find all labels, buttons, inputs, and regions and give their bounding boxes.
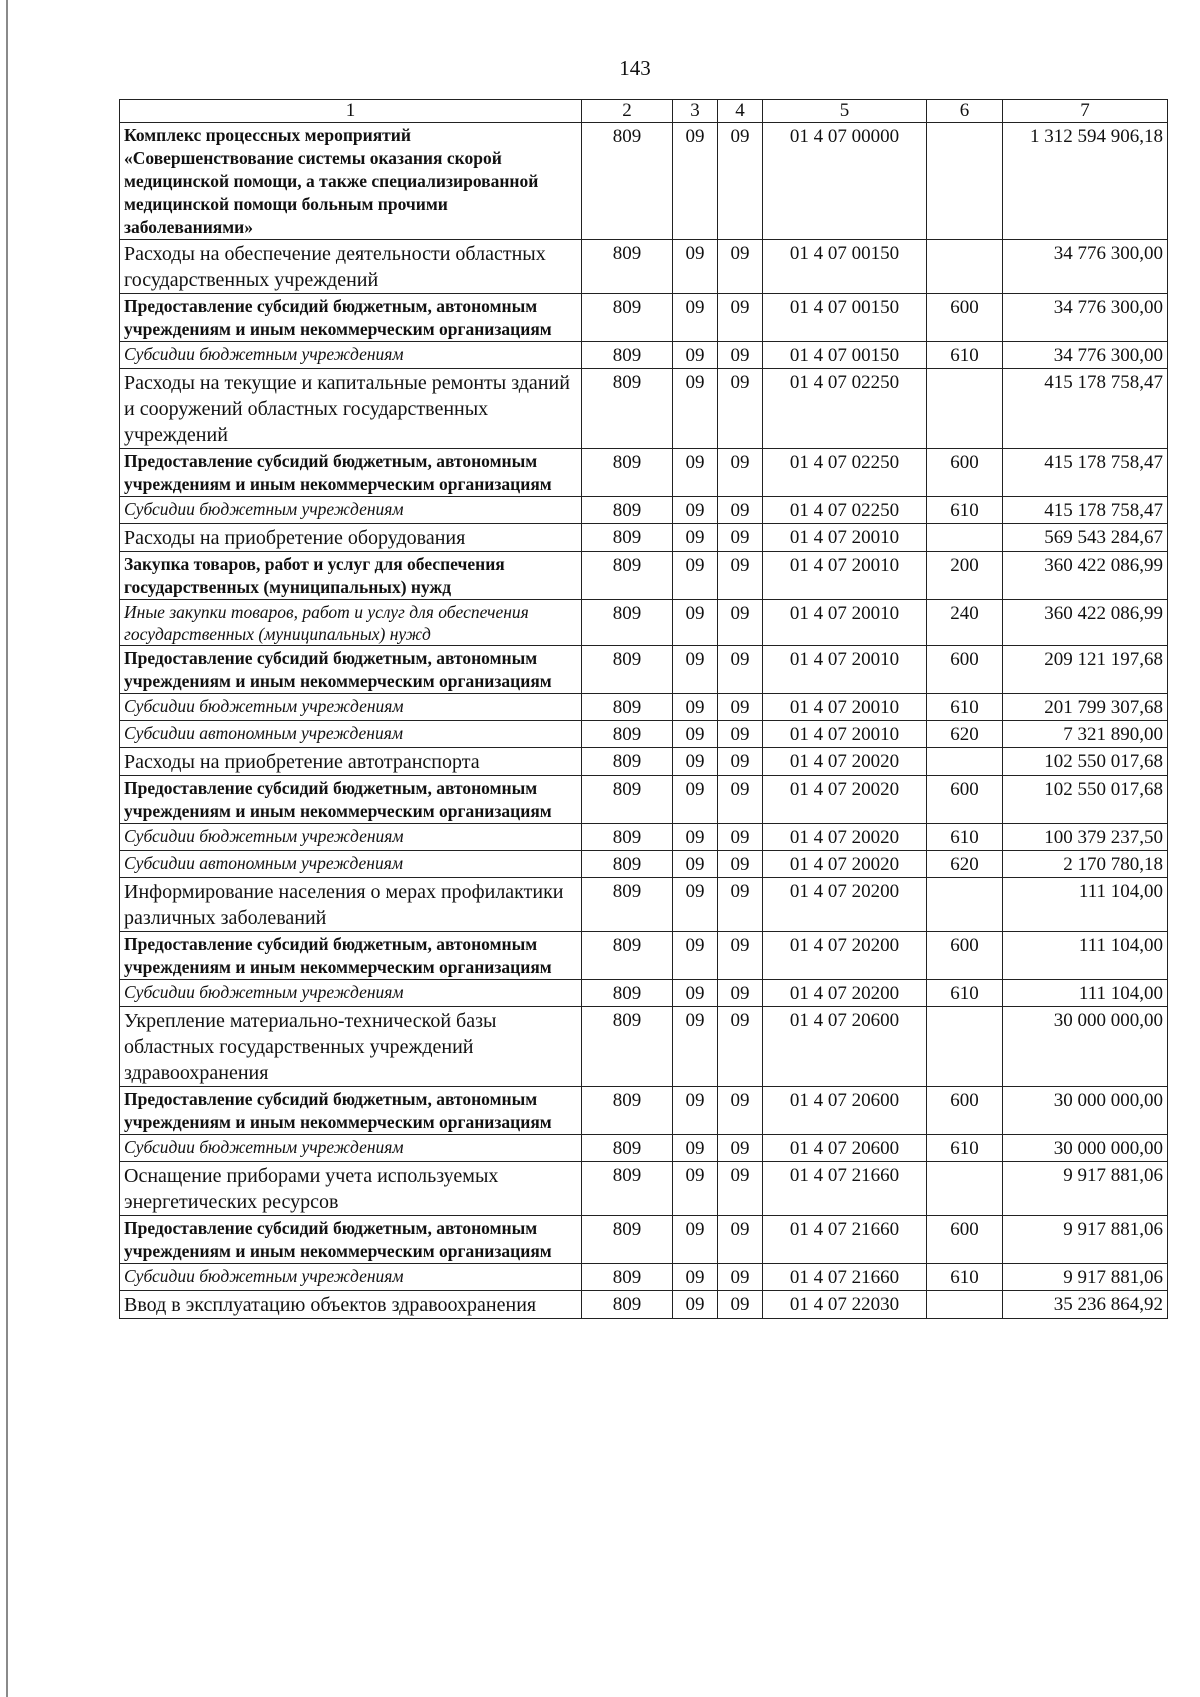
table-row: [120, 980, 1168, 1007]
section-code-cell: 09: [673, 123, 718, 240]
table-row: [120, 1291, 1168, 1319]
target-article-cell: 01 4 07 00000: [763, 123, 927, 240]
amount-cell: 201 799 307,68: [1003, 694, 1168, 721]
column-header: 6: [927, 100, 1003, 123]
table-row: [120, 1087, 1168, 1135]
target-article-cell: 01 4 07 20010: [763, 524, 927, 552]
budget-table-body: [120, 100, 1168, 1319]
amount-cell: 34 776 300,00: [1003, 342, 1168, 369]
table-row: [120, 449, 1168, 497]
table-row: [120, 524, 1168, 552]
row-name-cell: Субсидии бюджетным учреждениям: [120, 1264, 582, 1291]
expense-type-cell: 600: [927, 646, 1003, 694]
table-row: [120, 552, 1168, 600]
subsection-code-cell: 09: [718, 294, 763, 342]
target-article-cell: 01 4 07 00150: [763, 342, 927, 369]
amount-cell: 2 170 780,18: [1003, 851, 1168, 878]
row-name-cell: Субсидии бюджетным учреждениям: [120, 1135, 582, 1162]
row-name-cell: Иные закупки товаров, работ и услуг для обеспечения государственных (муниципальных) нужд: [120, 600, 582, 646]
section-code-cell: 09: [673, 776, 718, 824]
subsection-code-cell: 09: [718, 980, 763, 1007]
amount-cell: 9 917 881,06: [1003, 1162, 1168, 1216]
table-row: [120, 497, 1168, 524]
section-code-cell: 09: [673, 1007, 718, 1087]
amount-cell: 415 178 758,47: [1003, 449, 1168, 497]
column-header: 5: [763, 100, 927, 123]
expense-type-cell: [927, 1291, 1003, 1319]
section-code-cell: 09: [673, 497, 718, 524]
amount-cell: 100 379 237,50: [1003, 824, 1168, 851]
row-name-cell: Оснащение приборами учета используемых энергетических ресурсов: [120, 1162, 582, 1216]
expense-type-cell: 620: [927, 851, 1003, 878]
amount-cell: 360 422 086,99: [1003, 600, 1168, 646]
subsection-code-cell: 09: [718, 449, 763, 497]
row-name-cell: Предоставление субсидий бюджетным, автономным учреждениям и иным некоммерческим организациям: [120, 294, 582, 342]
expense-type-cell: 600: [927, 1087, 1003, 1135]
expense-type-cell: [927, 123, 1003, 240]
section-code-cell: 09: [673, 748, 718, 776]
target-article-cell: 01 4 07 02250: [763, 497, 927, 524]
amount-cell: 30 000 000,00: [1003, 1135, 1168, 1162]
subsection-code-cell: 09: [718, 932, 763, 980]
subsection-code-cell: 09: [718, 342, 763, 369]
budget-table: [119, 99, 1168, 1319]
amount-cell: 30 000 000,00: [1003, 1007, 1168, 1087]
target-article-cell: 01 4 07 21660: [763, 1216, 927, 1264]
column-header: 1: [120, 100, 582, 123]
table-row: [120, 1007, 1168, 1087]
column-header: 3: [673, 100, 718, 123]
table-row: [120, 600, 1168, 646]
amount-cell: 415 178 758,47: [1003, 497, 1168, 524]
ministry-code-cell: 809: [582, 342, 673, 369]
expense-type-cell: 600: [927, 1216, 1003, 1264]
row-name-cell: Субсидии бюджетным учреждениям: [120, 694, 582, 721]
target-article-cell: 01 4 07 20600: [763, 1135, 927, 1162]
section-code-cell: 09: [673, 1087, 718, 1135]
amount-cell: 30 000 000,00: [1003, 1087, 1168, 1135]
column-header: 7: [1003, 100, 1168, 123]
section-code-cell: 09: [673, 1264, 718, 1291]
subsection-code-cell: 09: [718, 1291, 763, 1319]
table-row: [120, 851, 1168, 878]
table-row: [120, 1264, 1168, 1291]
row-name-cell: Расходы на текущие и капитальные ремонты зданий и сооружений областных государственных учреждений: [120, 369, 582, 449]
section-code-cell: 09: [673, 600, 718, 646]
ministry-code-cell: 809: [582, 851, 673, 878]
subsection-code-cell: 09: [718, 1007, 763, 1087]
subsection-code-cell: 09: [718, 878, 763, 932]
column-header: 4: [718, 100, 763, 123]
ministry-code-cell: 809: [582, 824, 673, 851]
subsection-code-cell: 09: [718, 1264, 763, 1291]
subsection-code-cell: 09: [718, 497, 763, 524]
expense-type-cell: 610: [927, 694, 1003, 721]
expense-type-cell: 610: [927, 824, 1003, 851]
subsection-code-cell: 09: [718, 851, 763, 878]
amount-cell: 34 776 300,00: [1003, 240, 1168, 294]
expense-type-cell: 610: [927, 497, 1003, 524]
target-article-cell: 01 4 07 20010: [763, 552, 927, 600]
ministry-code-cell: 809: [582, 932, 673, 980]
amount-cell: 569 543 284,67: [1003, 524, 1168, 552]
section-code-cell: 09: [673, 369, 718, 449]
expense-type-cell: [927, 878, 1003, 932]
ministry-code-cell: 809: [582, 1216, 673, 1264]
expense-type-cell: 610: [927, 1135, 1003, 1162]
expense-type-cell: 610: [927, 980, 1003, 1007]
row-name-cell: Расходы на обеспечение деятельности областных государственных учреждений: [120, 240, 582, 294]
ministry-code-cell: 809: [582, 552, 673, 600]
ministry-code-cell: 809: [582, 776, 673, 824]
ministry-code-cell: 809: [582, 646, 673, 694]
expense-type-cell: 600: [927, 776, 1003, 824]
section-code-cell: 09: [673, 851, 718, 878]
target-article-cell: 01 4 07 02250: [763, 369, 927, 449]
target-article-cell: 01 4 07 20200: [763, 980, 927, 1007]
subsection-code-cell: 09: [718, 694, 763, 721]
row-name-cell: Субсидии бюджетным учреждениям: [120, 980, 582, 1007]
amount-cell: 102 550 017,68: [1003, 776, 1168, 824]
table-row: [120, 240, 1168, 294]
expense-type-cell: [927, 524, 1003, 552]
target-article-cell: 01 4 07 20010: [763, 600, 927, 646]
ministry-code-cell: 809: [582, 294, 673, 342]
amount-cell: 7 321 890,00: [1003, 721, 1168, 748]
amount-cell: 9 917 881,06: [1003, 1216, 1168, 1264]
section-code-cell: 09: [673, 721, 718, 748]
table-row: [120, 123, 1168, 240]
target-article-cell: 01 4 07 20600: [763, 1007, 927, 1087]
target-article-cell: 01 4 07 22030: [763, 1291, 927, 1319]
table-row: [120, 1216, 1168, 1264]
section-code-cell: 09: [673, 646, 718, 694]
subsection-code-cell: 09: [718, 646, 763, 694]
amount-cell: 9 917 881,06: [1003, 1264, 1168, 1291]
target-article-cell: 01 4 07 20010: [763, 694, 927, 721]
row-name-cell: Предоставление субсидий бюджетным, автономным учреждениям и иным некоммерческим организациям: [120, 449, 582, 497]
table-row: [120, 1135, 1168, 1162]
amount-cell: 34 776 300,00: [1003, 294, 1168, 342]
ministry-code-cell: 809: [582, 1087, 673, 1135]
expense-type-cell: [927, 748, 1003, 776]
subsection-code-cell: 09: [718, 1162, 763, 1216]
ministry-code-cell: 809: [582, 878, 673, 932]
target-article-cell: 01 4 07 00150: [763, 294, 927, 342]
subsection-code-cell: 09: [718, 748, 763, 776]
ministry-code-cell: 809: [582, 449, 673, 497]
amount-cell: 111 104,00: [1003, 878, 1168, 932]
target-article-cell: 01 4 07 02250: [763, 449, 927, 497]
section-code-cell: 09: [673, 240, 718, 294]
ministry-code-cell: 809: [582, 524, 673, 552]
expense-type-cell: 610: [927, 1264, 1003, 1291]
subsection-code-cell: 09: [718, 369, 763, 449]
section-code-cell: 09: [673, 342, 718, 369]
section-code-cell: 09: [673, 932, 718, 980]
table-header-row: [120, 100, 1168, 123]
amount-cell: 209 121 197,68: [1003, 646, 1168, 694]
table-row: [120, 721, 1168, 748]
target-article-cell: 01 4 07 20020: [763, 824, 927, 851]
target-article-cell: 01 4 07 20600: [763, 1087, 927, 1135]
row-name-cell: Субсидии автономным учреждениям: [120, 721, 582, 748]
row-name-cell: Укрепление материально-технической базы областных государственных учреждений здравоохранения: [120, 1007, 582, 1087]
target-article-cell: 01 4 07 20200: [763, 878, 927, 932]
expense-type-cell: 200: [927, 552, 1003, 600]
row-name-cell: Предоставление субсидий бюджетным, автономным учреждениям и иным некоммерческим организациям: [120, 1216, 582, 1264]
expense-type-cell: 620: [927, 721, 1003, 748]
ministry-code-cell: 809: [582, 721, 673, 748]
subsection-code-cell: 09: [718, 1216, 763, 1264]
ministry-code-cell: 809: [582, 600, 673, 646]
row-name-cell: Предоставление субсидий бюджетным, автономным учреждениям и иным некоммерческим организациям: [120, 646, 582, 694]
row-name-cell: Субсидии бюджетным учреждениям: [120, 342, 582, 369]
table-row: [120, 369, 1168, 449]
ministry-code-cell: 809: [582, 240, 673, 294]
row-name-cell: Расходы на приобретение оборудования: [120, 524, 582, 552]
target-article-cell: 01 4 07 20200: [763, 932, 927, 980]
target-article-cell: 01 4 07 20010: [763, 721, 927, 748]
ministry-code-cell: 809: [582, 1135, 673, 1162]
row-name-cell: Закупка товаров, работ и услуг для обеспечения государственных (муниципальных) нужд: [120, 552, 582, 600]
row-name-cell: Расходы на приобретение автотранспорта: [120, 748, 582, 776]
row-name-cell: Предоставление субсидий бюджетным, автономным учреждениям и иным некоммерческим организациям: [120, 776, 582, 824]
amount-cell: 360 422 086,99: [1003, 552, 1168, 600]
expense-type-cell: [927, 1162, 1003, 1216]
section-code-cell: 09: [673, 294, 718, 342]
table-row: [120, 748, 1168, 776]
scan-edge-line: [6, 0, 8, 1697]
row-name-cell: Субсидии бюджетным учреждениям: [120, 497, 582, 524]
table-row: [120, 776, 1168, 824]
section-code-cell: 09: [673, 694, 718, 721]
target-article-cell: 01 4 07 20020: [763, 851, 927, 878]
ministry-code-cell: 809: [582, 748, 673, 776]
ministry-code-cell: 809: [582, 369, 673, 449]
expense-type-cell: [927, 1007, 1003, 1087]
subsection-code-cell: 09: [718, 1087, 763, 1135]
ministry-code-cell: 809: [582, 123, 673, 240]
ministry-code-cell: 809: [582, 980, 673, 1007]
row-name-cell: Предоставление субсидий бюджетным, автономным учреждениям и иным некоммерческим организациям: [120, 932, 582, 980]
row-name-cell: Предоставление субсидий бюджетным, автономным учреждениям и иным некоммерческим организациям: [120, 1087, 582, 1135]
row-name-cell: Субсидии автономным учреждениям: [120, 851, 582, 878]
table-row: [120, 694, 1168, 721]
expense-type-cell: 610: [927, 342, 1003, 369]
amount-cell: 102 550 017,68: [1003, 748, 1168, 776]
section-code-cell: 09: [673, 449, 718, 497]
expense-type-cell: [927, 369, 1003, 449]
row-name-cell: Информирование населения о мерах профилактики различных заболеваний: [120, 878, 582, 932]
subsection-code-cell: 09: [718, 1135, 763, 1162]
target-article-cell: 01 4 07 20020: [763, 776, 927, 824]
expense-type-cell: [927, 240, 1003, 294]
amount-cell: 111 104,00: [1003, 932, 1168, 980]
expense-type-cell: 600: [927, 449, 1003, 497]
target-article-cell: 01 4 07 20010: [763, 646, 927, 694]
ministry-code-cell: 809: [582, 694, 673, 721]
subsection-code-cell: 09: [718, 240, 763, 294]
section-code-cell: 09: [673, 1135, 718, 1162]
page-number: 143: [619, 56, 651, 80]
subsection-code-cell: 09: [718, 824, 763, 851]
ministry-code-cell: 809: [582, 1007, 673, 1087]
expense-type-cell: 600: [927, 932, 1003, 980]
column-header: 2: [582, 100, 673, 123]
ministry-code-cell: 809: [582, 497, 673, 524]
expense-type-cell: 600: [927, 294, 1003, 342]
section-code-cell: 09: [673, 980, 718, 1007]
row-name-cell: Комплекс процессных мероприятий «Совершенствование системы оказания скорой медицинской помощи, а также специализированной медицинской помощи больным прочими заболеваниями»: [120, 123, 582, 240]
table-row: [120, 1162, 1168, 1216]
section-code-cell: 09: [673, 1291, 718, 1319]
table-row: [120, 932, 1168, 980]
subsection-code-cell: 09: [718, 552, 763, 600]
ministry-code-cell: 809: [582, 1291, 673, 1319]
table-row: [120, 824, 1168, 851]
subsection-code-cell: 09: [718, 721, 763, 748]
section-code-cell: 09: [673, 552, 718, 600]
section-code-cell: 09: [673, 1162, 718, 1216]
expense-type-cell: 240: [927, 600, 1003, 646]
ministry-code-cell: 809: [582, 1162, 673, 1216]
subsection-code-cell: 09: [718, 776, 763, 824]
amount-cell: 111 104,00: [1003, 980, 1168, 1007]
ministry-code-cell: 809: [582, 1264, 673, 1291]
subsection-code-cell: 09: [718, 600, 763, 646]
table-row: [120, 646, 1168, 694]
row-name-cell: Субсидии бюджетным учреждениям: [120, 824, 582, 851]
subsection-code-cell: 09: [718, 123, 763, 240]
target-article-cell: 01 4 07 00150: [763, 240, 927, 294]
section-code-cell: 09: [673, 524, 718, 552]
amount-cell: 1 312 594 906,18: [1003, 123, 1168, 240]
section-code-cell: 09: [673, 878, 718, 932]
subsection-code-cell: 09: [718, 524, 763, 552]
section-code-cell: 09: [673, 1216, 718, 1264]
table-row: [120, 294, 1168, 342]
amount-cell: 415 178 758,47: [1003, 369, 1168, 449]
target-article-cell: 01 4 07 21660: [763, 1162, 927, 1216]
target-article-cell: 01 4 07 20020: [763, 748, 927, 776]
amount-cell: 35 236 864,92: [1003, 1291, 1168, 1319]
target-article-cell: 01 4 07 21660: [763, 1264, 927, 1291]
table-row: [120, 342, 1168, 369]
table-row: [120, 878, 1168, 932]
row-name-cell: Ввод в эксплуатацию объектов здравоохранения: [120, 1291, 582, 1319]
section-code-cell: 09: [673, 824, 718, 851]
